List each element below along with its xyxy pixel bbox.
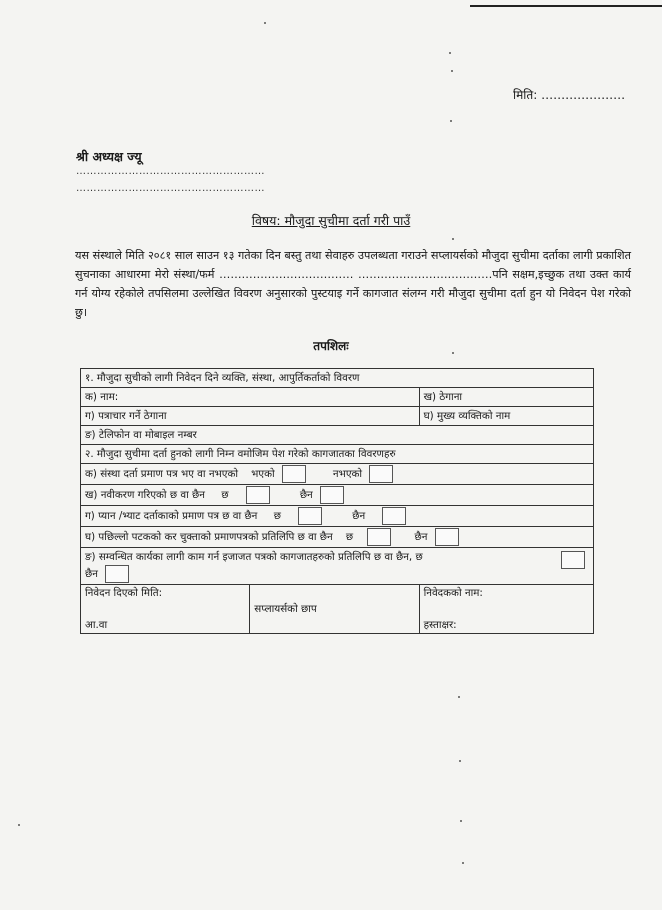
option-label-yes: छ (345, 531, 354, 543)
checkbox-no[interactable] (105, 565, 129, 583)
scan-speck (451, 70, 453, 72)
scan-speck (458, 696, 460, 698)
checkbox-no[interactable] (435, 528, 459, 546)
option-label-yes: छ (221, 489, 229, 501)
address-line-2: ……………………………………………… (76, 183, 265, 194)
scan-speck (450, 120, 452, 122)
scan-speck (459, 760, 461, 762)
option-label-yes: भएको (251, 468, 275, 480)
fiscal-year-label: आ.वा (85, 619, 108, 631)
date-field (513, 86, 625, 103)
applied-date-label: निवेदन दिएको मिति: (85, 587, 163, 599)
checkbox-yes[interactable] (561, 551, 585, 569)
scan-speck (264, 22, 266, 24)
option-label-no: छैन (352, 510, 366, 522)
table-row (81, 407, 594, 426)
table-row (81, 445, 594, 464)
section1-heading: १. मौजुदा सुचीको लागी निवेदन दिने व्यक्ति, संस्था, आपुर्तिकर्ताको विवरण (81, 369, 594, 388)
scan-speck (452, 238, 454, 240)
supplier-stamp-cell[interactable] (250, 585, 419, 634)
applicant-name-label: निवेदकको नाम: (423, 587, 483, 599)
body-paragraph: यस संस्थाले मिति २०८१ साल साउन १३ गतेका दिन बस्तु तथा सेवाहरु उपलब्धता गराउने सप्लायर्सको मौजुदा सुचीमा दर्ताका लागी प्रकाशित सुचनाका आधारमा मेरो संस्था/फर्म ……………………………… ………………………………पनि सक्षम,इच्छुक तथा उक्त कार्य गर्न योग्य रहेकोले तपसिलमा उल्लेखित विवरण अनुसारको पुस्टयाइ गर्ने कागजात संलग्न गरी मौजुदा सुचीमा दर्ता हुन यो निवेदन पेश गरेको छु। (75, 249, 631, 319)
scan-speck (449, 52, 451, 54)
table-row (81, 464, 594, 485)
option-label-no: छैन (414, 531, 428, 543)
table-row (81, 585, 594, 634)
checkbox-yes[interactable] (367, 528, 391, 546)
subject-text: विषय: मौजुदा सुचीमा दर्ता गरी पाउँ (251, 213, 411, 228)
phone-field[interactable]: ङ) टेलिफोन वा मोबाइल नम्बर (81, 426, 594, 445)
tax-clearance-row (81, 527, 594, 548)
address-line-1: ……………………………………………… (76, 166, 265, 177)
option-label-yes: छ (273, 510, 281, 522)
renewal-row (81, 485, 594, 506)
option-label-no: नभएको (332, 468, 363, 480)
registration-cert-question: क) संस्था दर्ता प्रमाण पत्र भए वा नभएको (85, 468, 239, 480)
signature-label: हस्ताक्षर: (423, 619, 457, 631)
scan-speck (460, 820, 462, 822)
date-label: मिति: (513, 88, 538, 102)
scan-speck (18, 824, 20, 826)
table-row (81, 527, 594, 548)
license-question: ङ) सम्वन्धित कार्यका लागी काम गर्न इजाजत पत्रको कागजातहरुको प्रतिलिपि छ वा छैन, (85, 551, 413, 563)
name-field[interactable]: क) नाम: (81, 388, 420, 407)
section2-heading: २. मौजुदा सुचीमा दर्ता हुनको लागी निम्न वमोजिम पेश गरेको कागजातका विवरणहरु (81, 445, 594, 464)
supplier-stamp-label: सप्लायर्सको छाप (254, 603, 317, 615)
table-row (81, 426, 594, 445)
scan-speck (462, 862, 464, 864)
checkbox-no[interactable] (320, 486, 344, 504)
salutation: श्री अध्यक्ष ज्यू (76, 149, 142, 164)
renewal-question: ख) नवीकरण गरिएको छ वा छैन (85, 489, 205, 501)
checkbox-yes[interactable] (298, 507, 322, 525)
date-blank: ………………… (541, 88, 626, 102)
table-row (81, 485, 594, 506)
option-label-yes: छ (415, 551, 423, 563)
details-heading: तपशिलः (313, 339, 349, 353)
top-edge-line (470, 5, 662, 7)
table-row (81, 369, 594, 388)
registration-cert-row (81, 464, 594, 485)
table-row (81, 506, 594, 527)
table-row (81, 548, 594, 585)
option-label-no: छैन (85, 568, 98, 580)
tax-clearance-question: घ) पछिल्लो पटकको कर चुक्ताको प्रमाणपत्रको प्रतिलिपि छ वा छैन (85, 531, 333, 543)
checkbox-yes[interactable] (282, 465, 306, 483)
license-row (81, 548, 594, 585)
address-field[interactable]: ख) ठेगाना (419, 388, 593, 407)
table-row (81, 388, 594, 407)
applicant-cell[interactable] (419, 585, 593, 634)
option-label-no: छैन (299, 489, 313, 501)
pan-vat-row (81, 506, 594, 527)
key-person-field[interactable]: घ) मुख्य व्यक्तिको नाम (419, 407, 593, 426)
pan-vat-question: ग) प्यान /भ्याट दर्ताकाको प्रमाण पत्र छ वा छैन (85, 510, 258, 522)
checkbox-no[interactable] (369, 465, 393, 483)
checkbox-no[interactable] (382, 507, 406, 525)
applied-date-cell[interactable] (81, 585, 250, 634)
application-form-table (80, 368, 594, 634)
checkbox-yes[interactable] (246, 486, 270, 504)
correspondence-address-field[interactable]: ग) पत्राचार गर्ने ठेगाना (81, 407, 420, 426)
subject-line (0, 212, 662, 229)
